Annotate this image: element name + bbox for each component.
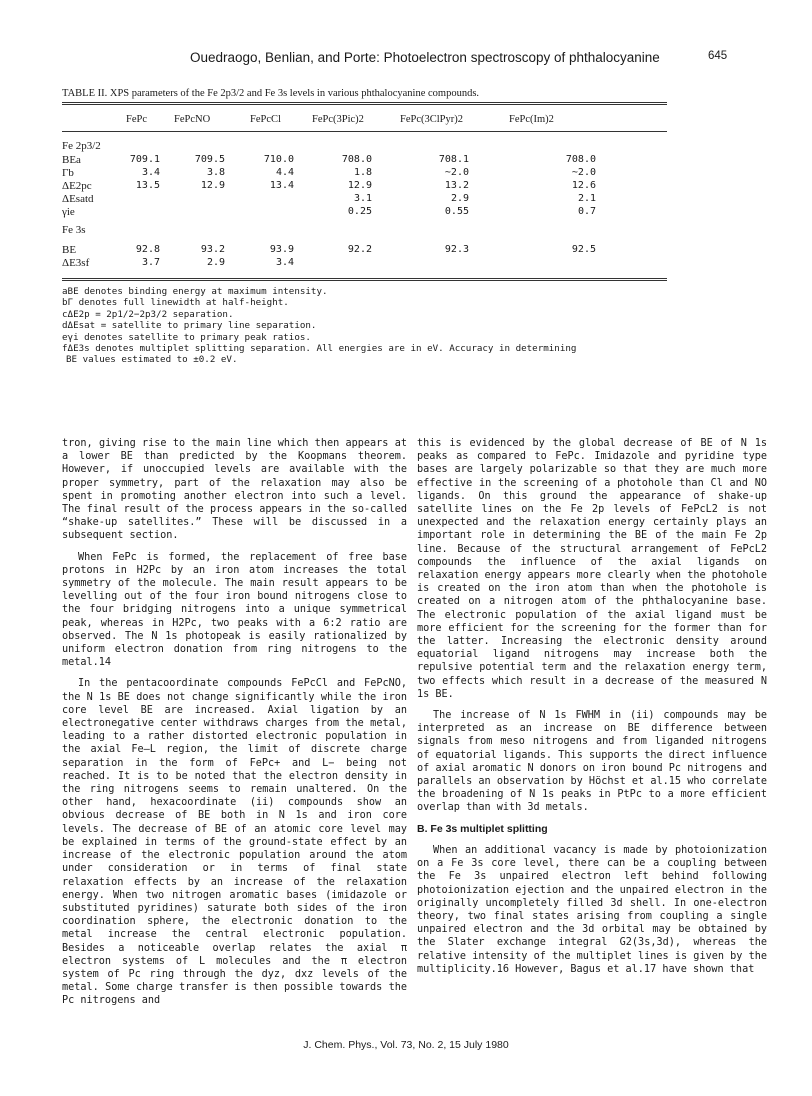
table-cell: 92.5: [571, 244, 596, 255]
footnote: dΔEsat = satellite to primary line separation.: [62, 320, 317, 332]
footnote: fΔE3s denotes multiplet splitting separation. All energies are in eV. Accuracy in determining: [62, 343, 577, 355]
table-cell: 13.2: [444, 180, 469, 191]
paragraph: The increase of N 1s FWHM in (ii) compounds may be interpreted as an increase on BE difference between signals from meso nitrogens and from liganded nitrogens of equatorial ligands. This supports the direct influence of axial aromatic N donors on iron bound Pc nitrogens and parallels an observation by Höchst et al.15 who correlate the broadening of N 1s peaks in PtPc to a more efficient overlap than with 3d metals.: [417, 710, 767, 814]
section-heading: B. Fe 3s multiplet splitting: [417, 822, 548, 835]
table-top-rule: [62, 102, 667, 105]
table-cell: 710.0: [263, 154, 294, 165]
column-header: FePc(3Pic)2: [312, 114, 364, 125]
footnote: aBE denotes binding energy at maximum intensity.: [62, 286, 328, 297]
table-cell: 3.1: [353, 193, 372, 204]
paragraph: When FePc is formed, the replacement of free base protons in H2Pc by an iron atom increases the total symmetry of the molecule. The main result appears to be levelling out of the four iron bound nitrogens close to the four bridging nitrogens into a unique symmetrical peak, whereas in H2Pc, two peaks with a 6:2 ratio are observed. The N 1s photopeak is easily rationalized by uniform electron donation from ring nitrogens to the metal.14: [62, 551, 407, 669]
journal-footer: J. Chem. Phys., Vol. 73, No. 2, 15 July 1980: [303, 1039, 509, 1051]
table-cell: 93.9: [269, 244, 294, 255]
paragraph: tron, giving rise to the main line which then appears at a lower BE than predicted by the Koopmans theorem. However, if unoccupied levels are available with the proper symmetry, part of the relaxation may also be spent in promoting another electron into such a level. The final result of the process appears in the so-called “shake-up satellites.” These will be discussed in a subsequent section.: [62, 438, 407, 542]
row-label: γie: [62, 206, 75, 218]
table-footnotes: [62, 286, 682, 366]
left-column: [62, 437, 407, 1016]
table-cell: 3.8: [206, 167, 225, 178]
table-row: [62, 244, 667, 257]
table-cell: 92.3: [444, 244, 469, 255]
paragraph: In the pentacoordinate compounds FePcCl and FePcNO, the N 1s BE does not change significantly while the iron core level BE are increased. Axial ligation by an electronegative center withdraws charges from the metal, leading to a rather distorted electronic population in the axial Fe–L region, the limit of discrete charge separation in the form of FePc+ and L− being not reached. It is to be noted that the electron density in the ring nitrogens seems to remain unaltered. On the other hand, hexacoordinate (ii) compounds show an obvious decrease of BE both in N 1s and iron core levels. The decrease of BE of an atomic core level may be explained in terms of the ground-state effect by an increase of the electronic population around the atom under consideration or in terms of final state relaxation effects by an increase of the relaxation energy. When two nitrogen aromatic bases (imidazole or substituted pyridines) saturate both sides of the iron coordination sphere, the electronic donation to the metal increase the central electronic population. Besides a noticeable overlap relates the axial π electron systems of L molecules and the π electron system of Pc ring through the dyz, dxz levels of the metal. Some charge transfer is then possible towards the Pc nitrogens and: [62, 678, 407, 1007]
table-cell: 709.5: [194, 154, 225, 165]
table-row: [62, 180, 667, 193]
table-cell: 92.8: [135, 244, 160, 255]
table-row: [62, 193, 667, 206]
table-cell: 2.9: [450, 193, 469, 204]
table-cell: 3.7: [141, 257, 160, 268]
table-header-row: [62, 114, 667, 127]
row-label: BEa: [62, 154, 81, 166]
table-caption: TABLE II. XPS parameters of the Fe 2p3/2 and Fe 3s levels in various phthalocyanine compounds.: [62, 88, 480, 99]
group-label-row: [62, 224, 667, 237]
table-cell: 708.1: [438, 154, 469, 165]
column-header: FePc(Im)2: [509, 114, 554, 125]
column-header: FePcCl: [250, 114, 281, 125]
column-header: FePc: [126, 114, 147, 125]
table-cell: ~2.0: [444, 167, 469, 178]
table-cell: 0.7: [577, 206, 596, 217]
table-row: [62, 206, 667, 219]
row-label: Γb: [62, 167, 74, 179]
row-label: ΔE3sf: [62, 257, 90, 269]
table-cell: 2.9: [206, 257, 225, 268]
table-row: [62, 257, 667, 270]
page-number: 645: [708, 50, 728, 62]
table-cell: 12.9: [347, 180, 372, 191]
row-label: ΔEsatd: [62, 193, 94, 205]
table-cell: 709.1: [129, 154, 160, 165]
footnote: BE values estimated to ±0.2 eV.: [66, 354, 238, 366]
group-label: Fe 2p3/2: [62, 140, 101, 152]
footnote: eγi denotes satellite to primary peak ratios.: [62, 331, 311, 343]
table-header-rule: [62, 131, 667, 132]
table-cell: 0.25: [347, 206, 372, 217]
table-cell: 1.8: [353, 167, 372, 178]
table-cell: 13.5: [135, 180, 160, 191]
row-label: BE: [62, 244, 77, 256]
right-column: [417, 437, 767, 984]
table-row: [62, 167, 667, 180]
table-cell: ~2.0: [571, 167, 596, 178]
group-label-row: [62, 140, 667, 153]
table-cell: 12.9: [200, 180, 225, 191]
table-cell: 0.55: [444, 206, 469, 217]
paragraph: When an additional vacancy is made by photoionization on a Fe 3s core level, there can be a coupling between the Fe 3s unpaired electron left behind following photoionization ejection and the unpaired electron in the originally uncompletely filled 3d shell. In one-electron theory, two final states arising from coupling a single unpaired electron and the 3d orbital may be obtained by the Slater exchange integral G2(3s,3d), whereas the relative intensity of the multiplet lines is given by the multiplicity.16 However, Bagus et al.17 have shown that: [417, 844, 767, 975]
running-title: Ouedraogo, Benlian, and Porte: Photoelectron spectroscopy of phthalocyanine: [190, 50, 660, 65]
group-label: Fe 3s: [62, 224, 86, 236]
table-cell: 13.4: [269, 180, 294, 191]
table-cell: 3.4: [275, 257, 294, 268]
table-cell: 708.0: [341, 154, 372, 165]
table-cell: 708.0: [565, 154, 596, 165]
table-cell: 3.4: [141, 167, 160, 178]
table-cell: 2.1: [577, 193, 596, 204]
table-bottom-rule: [62, 278, 667, 281]
row-label: ΔE2pc: [62, 180, 92, 192]
column-header: FePcNO: [174, 114, 211, 125]
table-cell: 4.4: [275, 167, 294, 178]
paragraph: this is evidenced by the global decrease of BE of N 1s peaks as compared to FePc. Imidazole and pyridine type bases are largely polarizable so that they are much more effective in the screening of a photohole than Cl and NO ligands. On this ground the appearance of shake-up satellite lines on the Fe 2p levels of FePcL2 is not unexpected and the relaxation energy certainly plays an important role in determining the BE of the main Fe 2p line. Because of the structural arrangement of FePcL2 compounds the influence of the axial ligands on relaxation energy appears more clearly when the photohole is created on the iron atom than when the photohole is created on a nitrogen atom of the phthalocyanine base. The electronic population of the axial ligand must be more efficient for the screening for the former than for the latter. Increasing the electronic density around equatorial ligand nitrogens may increase both the repulsive potential term and the relaxation energy term, two effects which result in a decrease of the measured N 1s BE.: [417, 438, 767, 700]
table-cell: 92.2: [347, 244, 372, 255]
table-cell: 93.2: [200, 244, 225, 255]
table-row: [62, 154, 667, 167]
page-header: [0, 50, 812, 70]
column-header: FePc(3ClPyr)2: [400, 114, 463, 125]
footnote: bΓ denotes full linewidth at half-height.: [62, 297, 289, 309]
footnote: cΔE2p = 2p1/2−2p3/2 separation.: [62, 308, 234, 320]
table-cell: 12.6: [571, 180, 596, 191]
